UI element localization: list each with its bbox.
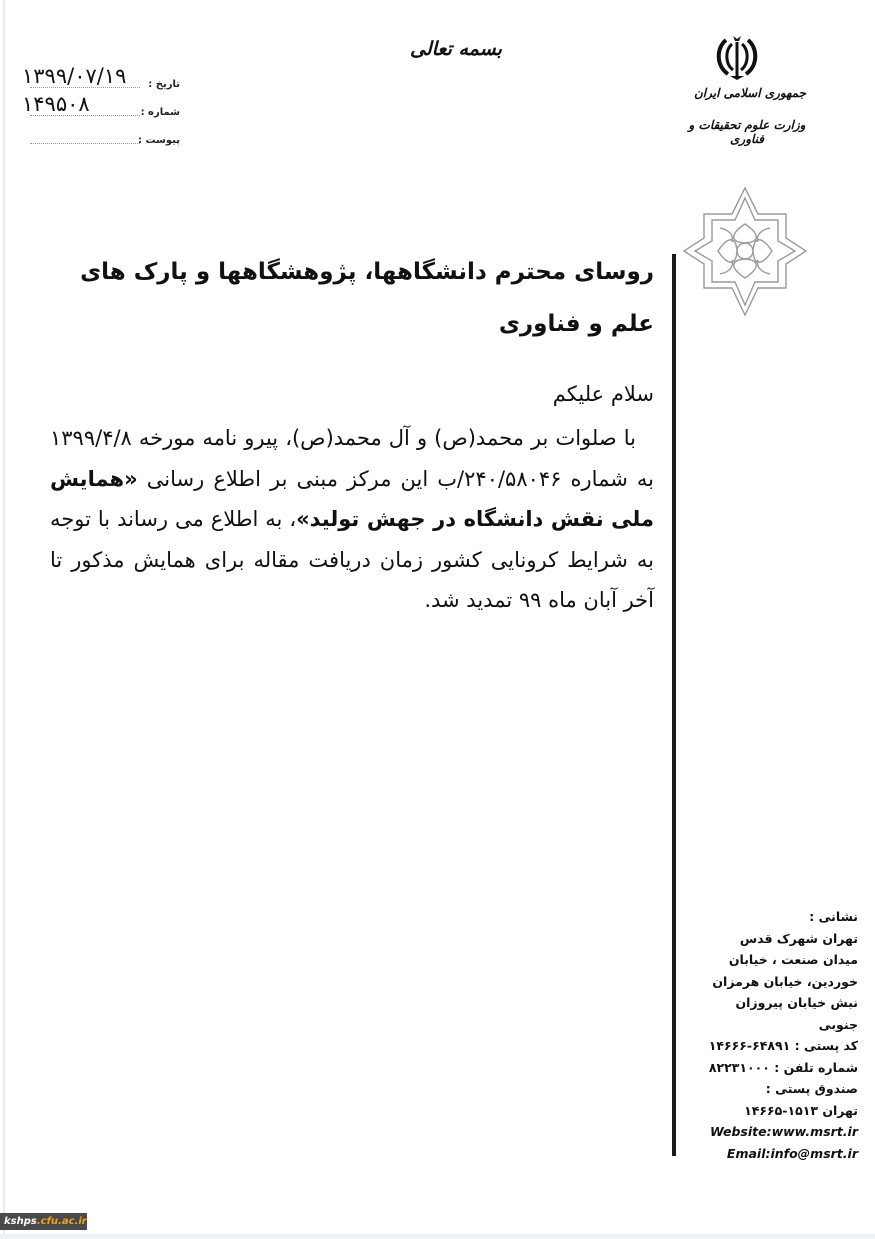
- greeting: سلام علیکم: [552, 382, 654, 406]
- org-ministry-name: وزارت علوم تحقیقات و فناوری: [688, 118, 806, 146]
- page-bottom-border: [0, 1234, 875, 1239]
- vertical-divider: [672, 254, 676, 1156]
- org-country-name: جمهوری اسلامی ایران: [693, 86, 807, 100]
- date-value: ۱۳۹۹/۰۷/۱۹: [22, 64, 127, 88]
- page-left-border: [3, 0, 5, 1239]
- address-line: نبش خیابان پیروزان جنوبی: [735, 995, 858, 1032]
- number-label: شماره :: [140, 107, 180, 118]
- attachment-label: پیوست :: [137, 135, 180, 146]
- body-text-part1: با صلوات بر محمد(ص) و آل محمد(ص)، پیرو نامه مورخه ۱۳۹۹/۴/۸ به شماره ۲۴۰/۵۸۰۴۶/ب این مرکز مبنی بر اطلاع رسانی: [50, 426, 655, 491]
- number-row: [20, 94, 180, 122]
- attachment-line: [30, 143, 140, 144]
- letter-body: [50, 418, 654, 621]
- phone-number: شماره تلفن : ۸۲۲۳۱۰۰۰: [708, 1059, 858, 1075]
- conference-title: «همایش ملی نقش دانشگاه در جهش تولید»: [50, 466, 654, 531]
- attachment-row: [20, 122, 180, 150]
- address-line: خوردین، خیابان هرمزان: [712, 973, 858, 989]
- body-text-part2: ، به اطلاع می رساند با توجه به شرایط کرونایی کشور زمان دریافت مقاله برای همایش مذکور تا آخر آبان ماه ۹۹ تمدید شد.: [50, 507, 654, 612]
- po-box-label: صندوق پستی :: [765, 1081, 858, 1096]
- ornament-star-icon: [680, 184, 810, 319]
- email-link[interactable]: Email:info@msrt.ir: [726, 1145, 858, 1161]
- number-value: ۱۴۹۵۰۸: [22, 92, 90, 116]
- address-line: میدان صنعت ، خیابان: [728, 952, 858, 967]
- address-line: تهران شهرک قدس: [739, 930, 858, 946]
- letter-meta: [20, 66, 180, 150]
- iran-emblem-icon: [712, 32, 762, 82]
- postal-code: کد پستی : ۶۴۸۹۱-۱۴۶۶۶: [708, 1038, 858, 1053]
- po-box-value: تهران ۱۵۱۳-۱۴۶۶۵: [744, 1102, 858, 1118]
- address-block: [700, 906, 858, 1164]
- date-label: تاریخ :: [148, 79, 180, 90]
- site-watermark: [0, 1213, 87, 1230]
- date-row: [20, 66, 180, 94]
- website-link[interactable]: Website:www.msrt.ir: [710, 1124, 858, 1139]
- addressee-heading: روسای محترم دانشگاهها، پژوهشگاهها و پارک های علم و فناوری: [80, 259, 654, 337]
- watermark-part1: kshps: [4, 1216, 37, 1227]
- address-label: نشانی :: [809, 909, 858, 924]
- basmala-heading: بسمه تعالی: [410, 38, 502, 60]
- watermark-part2: .cfu.ac.ir: [36, 1216, 87, 1227]
